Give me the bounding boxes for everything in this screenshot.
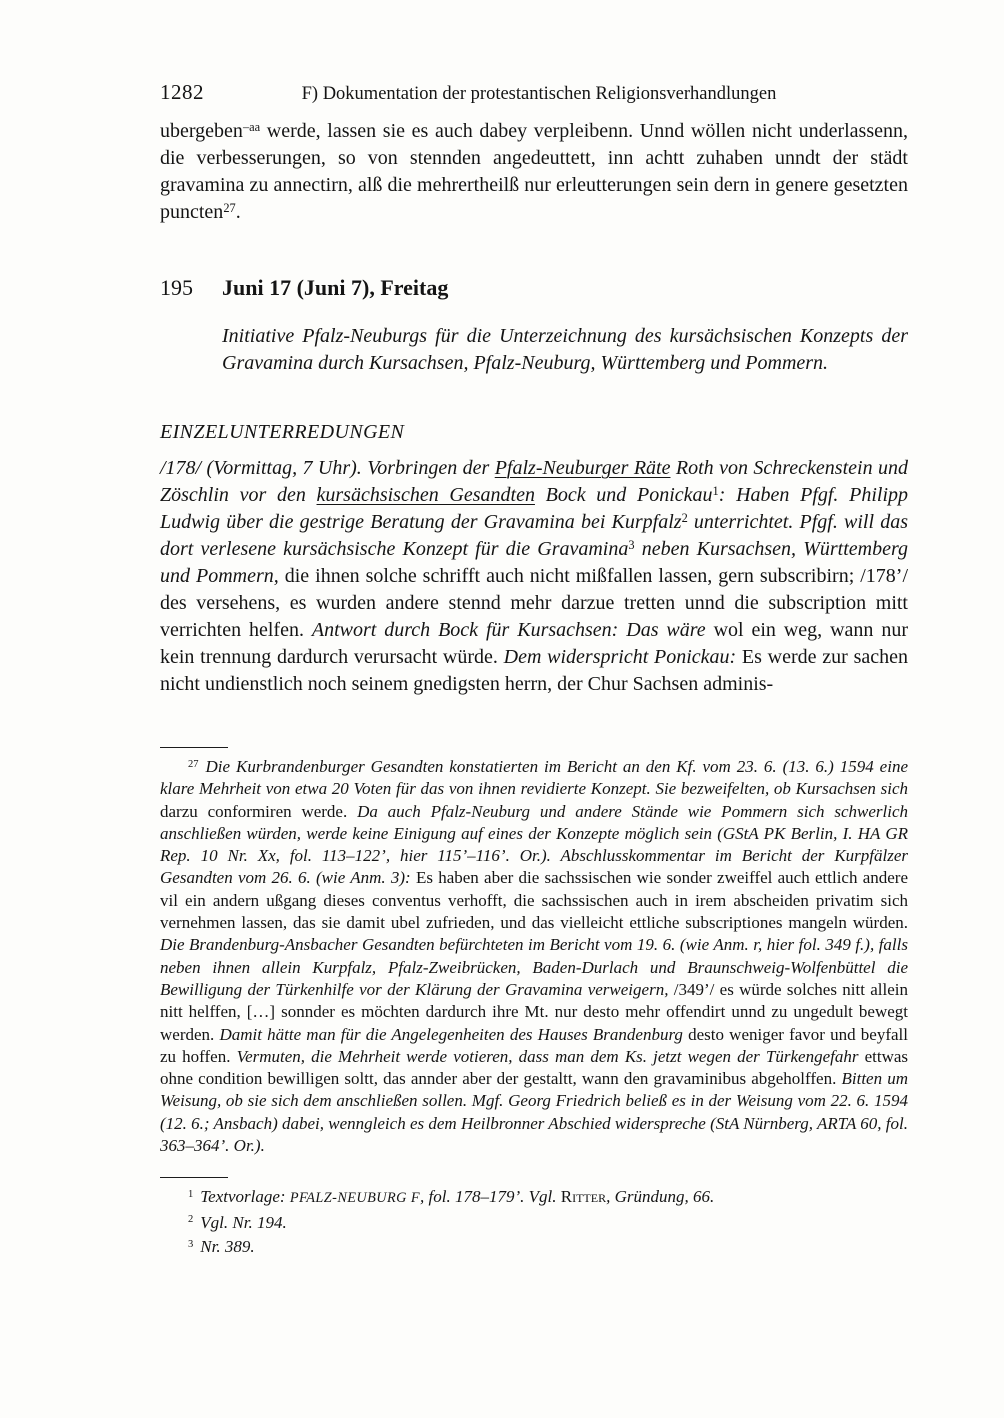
document-number: 195: [160, 275, 193, 300]
running-header: [160, 80, 908, 105]
footnote-rule-lower: [160, 1177, 228, 1178]
footnote-3: [160, 1235, 908, 1260]
footnote-1: [160, 1185, 908, 1211]
intro-paragraph: ubergeben$^{-aa}$ werde, lassen sie es auch dabey verpleibenn. Unnd wöllen nicht underlassenn, die verbesserungen, so von stennden angedeuttett, inn achtt zuhaben unndt der städt gravamina zu annectirn, alß die mehrertheilß nur erleutterungen sein dern in genere gesetzten puncten$^{27}$.: [160, 119, 908, 223]
footnote-27-marker: 27: [188, 758, 199, 770]
footnote-27: [160, 756, 908, 1157]
footnote-2-text: Vgl. Nr. 194.: [200, 1212, 287, 1232]
footnote-1-text: Textvorlage: PFALZ-NEUBURG F, fol. 178–179’. Vgl. Ritter, Gründung, 66.: [200, 1187, 715, 1206]
footnote-3-marker: 3: [188, 1238, 194, 1250]
running-title: F) Dokumentation der protestantischen Religionsverhandlungen: [301, 84, 777, 104]
page-number: 1282: [160, 80, 204, 104]
document-heading: [160, 275, 908, 301]
footnote-2-marker: 2: [188, 1214, 194, 1226]
footnote-1-marker: 1: [188, 1188, 194, 1200]
footnote-rule-upper: [160, 747, 228, 748]
document-summary: Initiative Pfalz-Neuburgs für die Unterzeichnung des kursächsischen Konzepts der Gravamina durch Kursachsen, Pfalz-Neuburg, Württemberg und Pommern.: [222, 325, 908, 374]
document-date-heading: Juni 17 (Juni 7), Freitag: [222, 275, 449, 300]
document-body: /178/ (Vormittag, 7 Uhr). Vorbringen der Pfalz-Neuburger Räte Roth von Schreckenstein und Zöschlin vor den kursächsischen Gesandten Bock und Ponickau$^1$: Haben Pfgf. Philipp Ludwig über die gestrige Beratung der Gravamina bei Kurpfalz$^2$ unterrichtet. Pfgf. will das dort verlesene kursächsische Konzept für die Gravamina$^3$ neben Kursachsen, Württemberg und Pommern, die ihnen solche schrifft auch nicht mißfallen lassen, gern subscribirn; /178’/ des versehens, es wurden andere stennd mehr darzue tretten unnd die subscription mitt verrichten helfen. Antwort durch Bock für Kursachsen: Das wäre wol ein weg, wann nur kein trennung dardurch verursacht würde. Dem widerspricht Ponickau: Es werde zur sachen nicht undienstlich noch seinem gnedigsten herrn, der Chur Sachsen adminis-: [160, 457, 909, 695]
footnote-3-text: Nr. 389.: [200, 1237, 255, 1257]
bottom-footnotes: [160, 1185, 908, 1260]
footnote-2: [160, 1211, 908, 1236]
footnote-27-text: Die Kurbrandenburger Gesandten konstatierten im Bericht an den Kf. vom 23. 6. (13. 6.) 1594 eine klare Mehrheit von etwa 20 Voten für das von ihnen revidierte Konzept. Sie bezweifelten, ob Kursachsen sich darzu conformiren werde. Da auch Pfalz-Neuburg und andere Stände wie Pommern sich schwerlich anschließen würden, werde keine Einigung auf eines der Konzepte möglich sein (GStA PK Berlin, I. HA GR Rep. 10 Nr. Xx, fol. 113–122’, hier 115’–116’. Or.). Abschlusskommentar im Bericht der Kurpfälzer Gesandten vom 26. 6. (wie Anm. 3): Es haben aber die sachssischen wie sonder zweiffel auch ettlich andere vil ein andern ußgang dieses conventus verhofft, die sachssischen auch in irem abscheiden privatim sich vernehmen lassen, das sie damit ubel zufrieden, und das vielleicht ettliche subscriptiones mangeln würden. Die Brandenburg-Ansbacher Gesandten befürchteten im Bericht vom 19. 6. (wie Anm. r, hier fol. 349 f.), falls neben ihnen allein Kurpfalz, Pfalz-Zweibrücken, Baden-Durlach und Braunschweig-Wolfenbüttel die Bewilligung der Türkenhilfe vor der Klärung der Gravamina verweigern, /349’/ es würde solches nitt allein nitt helffen, […] sonnder es möchten dardurch ihre Mt. nur desto mehr offendirt unnd zu ungedult bewegt werden. Damit hätte man für die Angelegenheiten des Hauses Brandenburg desto weniger favor und beyfall zu hoffen. Vermuten, die Mehrheit werde votieren, dass man dem Ks. jetzt wegen der Türkengefahr ettwas ohne condition bewilligen soltt, das annder aber der gestaltt, wann den gravaminibus abgeholffen. Bitten um Weisung, ob sie sich dem anschließen sollen. Mgf. Georg Friedrich beließ es in der Weisung vom 22. 6. 1594 (12. 6.; Ansbach) dabei, wenngleich es dem Heilbronner Abschied widerspreche (StA Nürnberg, ARTA 60, fol. 363–364’. Or.).: [160, 757, 909, 1156]
section-heading: EINZELUNTERREDUNGEN: [160, 421, 405, 443]
